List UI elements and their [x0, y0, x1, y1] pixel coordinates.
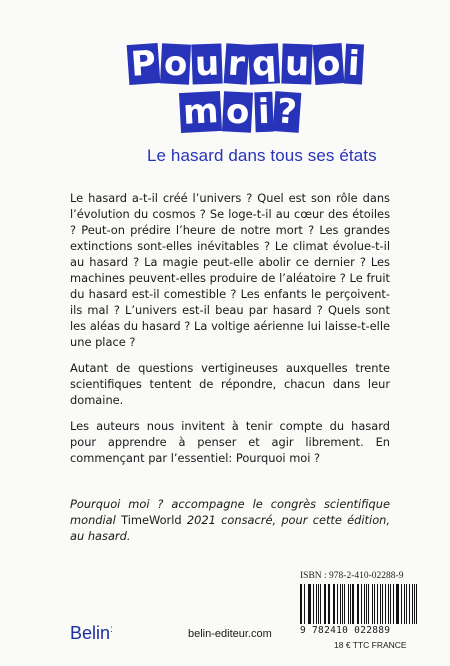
note-italic-a: Pourquoi moi ? accompagne le congrès scientifique mondial	[70, 497, 390, 527]
note-italic-b: 2021 consacré, pour cette édition, au hasard.	[70, 513, 390, 543]
barcode-stripe	[390, 584, 391, 624]
barcode-stripe	[382, 584, 383, 624]
logo-dots-icon: :	[110, 624, 113, 635]
title-tile: o	[160, 43, 191, 84]
note-brand: TimeWorld	[121, 513, 182, 527]
title-tile: m	[179, 91, 222, 133]
isbn-label: ISBN : 978-2-410-02288-9	[300, 571, 404, 581]
publisher-website: belin-editeur.com	[188, 628, 272, 640]
blurb-paragraph: Le hasard a-t-il créé l’univers ? Quel est son rôle dans l’évolution du cosmos ? Se loge-t-il au cœur des étoiles ? Peut-on prédire l’heure de notre mort ? Les grandes extinctions sont-elles inévitables ? Le climat évolue-t-il au hasard ? La magie peut-elle abolir ce dernier ? Les machines peuvent-elles produire de l’aléatoire ? Le fruit du hasard est-il comestible ? Les enfants le perçoivent-ils mal ? L’univers est-il beau par hasard ? Quels sont les aléas du hasard ? La voltige aérienne lui laisse-t-elle une place ?	[70, 191, 390, 349]
barcode-stripe	[304, 584, 305, 624]
barcode-stripe	[325, 584, 326, 624]
title-tile: P	[127, 43, 161, 85]
title-tile: u	[281, 43, 313, 84]
title-tile: i	[344, 44, 364, 85]
title-line-2	[180, 92, 300, 132]
barcode-stripe	[340, 584, 341, 624]
title-tile: ?	[273, 91, 301, 133]
title-tile: r	[223, 43, 249, 84]
blurb-note	[70, 496, 390, 544]
barcode	[300, 584, 420, 624]
title-tile: u	[192, 43, 224, 84]
subtitle: Le hasard dans tous ses états	[147, 146, 377, 165]
barcode-stripe	[352, 584, 353, 624]
barcode-stripe	[358, 584, 359, 624]
barcode-stripe	[318, 584, 319, 624]
title-tile: q	[248, 43, 280, 85]
blurb	[70, 190, 390, 554]
barcode-number: 9 782410 022889	[300, 625, 391, 636]
barcode-stripe	[414, 584, 415, 624]
barcode-stripe	[397, 584, 398, 624]
barcode-stripe	[328, 584, 329, 624]
blurb-paragraph: Autant de questions vertigineuses auxquelles trente scientifiques tentent de répondre, chacun dans leur domaine.	[70, 361, 390, 407]
barcode-block	[300, 571, 420, 650]
barcode-stripe	[344, 584, 345, 624]
barcode-stripe	[368, 584, 369, 624]
title-line-1	[128, 44, 363, 84]
price-label: 18 € TTC FRANCE	[334, 640, 407, 650]
title-tile: o	[222, 91, 253, 132]
barcode-stripe	[374, 584, 375, 624]
publisher-logo	[70, 623, 113, 644]
blurb-paragraph: Les auteurs nous invitent à tenir compte du hasard pour apprendre à penser et agir librement. En commençant par l’essentiel: Pourquoi moi ?	[70, 419, 390, 465]
title-tile: o	[312, 43, 344, 85]
barcode-stripe	[406, 584, 407, 624]
barcode-stripe	[309, 584, 310, 624]
title-tile: i	[254, 92, 273, 133]
publisher-logo-text: Belin	[70, 623, 111, 643]
